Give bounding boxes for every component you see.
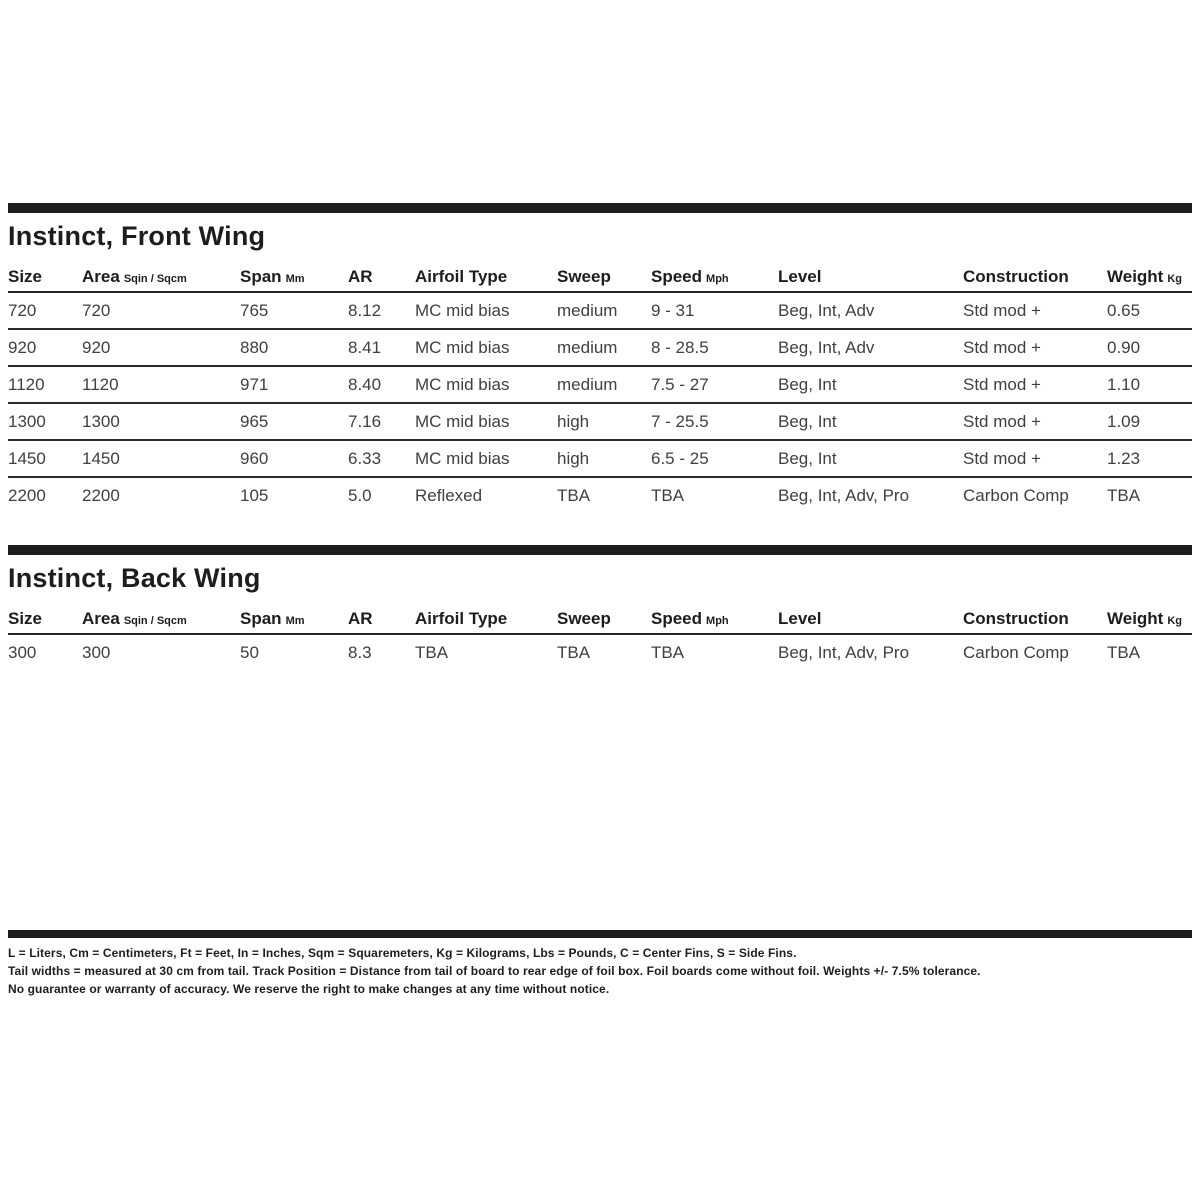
table-cell: Std mod + bbox=[963, 300, 1041, 320]
table-cell: Beg, Int bbox=[778, 374, 837, 394]
column-header-unit: Mph bbox=[706, 615, 729, 627]
column-header-span bbox=[240, 609, 348, 629]
footer-divider-bar bbox=[8, 930, 1192, 938]
column-header-unit: Mm bbox=[285, 273, 305, 285]
table-cell: 7 - 25.5 bbox=[651, 411, 709, 431]
column-header-label: Construction bbox=[963, 609, 1069, 628]
column-header-label: Weight bbox=[1107, 267, 1164, 286]
table-cell: TBA bbox=[415, 643, 449, 662]
front-section-divider-bar bbox=[8, 203, 1192, 213]
table-cell: Beg, Int bbox=[778, 448, 837, 468]
back-wing-table-body bbox=[8, 635, 1192, 671]
table-cell: 1300 bbox=[82, 411, 120, 431]
front-wing-section bbox=[8, 203, 1192, 514]
table-cell: 0.90 bbox=[1107, 337, 1141, 357]
table-cell: 105 bbox=[240, 486, 269, 505]
column-header-sweep bbox=[557, 609, 651, 629]
table-cell: MC mid bias bbox=[415, 374, 510, 394]
column-header-label: Area bbox=[82, 267, 120, 286]
column-header-unit: Kg bbox=[1167, 615, 1183, 627]
column-header-unit: Kg bbox=[1167, 273, 1183, 285]
table-cell: Carbon Comp bbox=[963, 486, 1069, 505]
column-header-label: Span bbox=[240, 609, 282, 628]
table-cell: 880 bbox=[240, 337, 269, 357]
table-cell: MC mid bias bbox=[415, 337, 510, 357]
table-cell: Beg, Int, Adv bbox=[778, 337, 875, 357]
table-row bbox=[8, 367, 1192, 404]
table-cell: Std mod + bbox=[963, 448, 1041, 468]
column-header-label: AR bbox=[348, 609, 373, 628]
table-cell: 720 bbox=[82, 300, 111, 320]
column-header-label: Airfoil Type bbox=[415, 609, 508, 628]
table-cell: 1.10 bbox=[1107, 374, 1141, 394]
column-header-span bbox=[240, 267, 348, 287]
column-header-sweep bbox=[557, 267, 651, 287]
column-header-ar bbox=[348, 267, 415, 287]
back-section-divider-bar bbox=[8, 545, 1192, 555]
footnotes-section bbox=[8, 930, 1192, 998]
table-row bbox=[8, 635, 1192, 671]
column-header-label: Area bbox=[82, 609, 120, 628]
table-cell: 5.0 bbox=[348, 486, 372, 505]
column-header-speed bbox=[651, 609, 778, 629]
table-cell: Std mod + bbox=[963, 374, 1041, 394]
table-cell: 920 bbox=[8, 337, 37, 357]
table-cell: medium bbox=[557, 374, 618, 394]
table-cell: 960 bbox=[240, 448, 269, 468]
table-cell: Beg, Int bbox=[778, 411, 837, 431]
column-header-label: Construction bbox=[963, 267, 1069, 286]
table-cell: TBA bbox=[1107, 486, 1141, 505]
table-cell: 965 bbox=[240, 411, 269, 431]
table-cell: MC mid bias bbox=[415, 411, 510, 431]
table-cell: 8.40 bbox=[348, 374, 382, 394]
column-header-airfoil-type bbox=[415, 267, 557, 287]
table-cell: 300 bbox=[8, 643, 37, 662]
table-cell: Carbon Comp bbox=[963, 643, 1069, 662]
column-header-label: Level bbox=[778, 267, 822, 286]
table-cell: 8 - 28.5 bbox=[651, 337, 709, 357]
front-wing-title: Instinct, Front Wing bbox=[8, 221, 266, 251]
table-cell: 2200 bbox=[82, 486, 120, 505]
table-cell: Std mod + bbox=[963, 411, 1041, 431]
back-wing-title: Instinct, Back Wing bbox=[8, 563, 261, 593]
table-row bbox=[8, 330, 1192, 367]
table-cell: 300 bbox=[82, 643, 111, 662]
column-header-label: Size bbox=[8, 267, 43, 286]
table-cell: 8.41 bbox=[348, 337, 382, 357]
table-cell: 50 bbox=[240, 643, 259, 662]
column-header-label: Sweep bbox=[557, 267, 611, 286]
column-header-label: Airfoil Type bbox=[415, 267, 508, 286]
column-header-level bbox=[778, 267, 963, 287]
column-header-level bbox=[778, 609, 963, 629]
table-cell: 1120 bbox=[82, 374, 119, 394]
table-cell: Reflexed bbox=[415, 486, 483, 505]
table-cell: 1450 bbox=[8, 448, 46, 468]
column-header-unit: Sqin / Sqcm bbox=[123, 273, 187, 285]
table-cell: 1450 bbox=[82, 448, 120, 468]
column-header-label: Size bbox=[8, 609, 43, 628]
column-header-label: AR bbox=[348, 267, 373, 286]
table-cell: 920 bbox=[82, 337, 111, 357]
back-wing-section bbox=[8, 545, 1192, 671]
column-header-unit: Mph bbox=[706, 273, 729, 285]
column-header-unit: Sqin / Sqcm bbox=[123, 615, 187, 627]
column-header-size bbox=[8, 609, 82, 629]
table-cell: 9 - 31 bbox=[651, 300, 695, 320]
table-cell: 971 bbox=[240, 374, 269, 394]
table-cell: 7.16 bbox=[348, 411, 382, 431]
column-header-label: Level bbox=[778, 609, 822, 628]
column-header-construction bbox=[963, 609, 1107, 629]
column-header-size bbox=[8, 267, 82, 287]
table-row bbox=[8, 404, 1192, 441]
table-cell: 7.5 - 27 bbox=[651, 374, 709, 394]
table-cell: TBA bbox=[651, 643, 685, 662]
column-header-speed bbox=[651, 267, 778, 287]
table-cell: 1120 bbox=[8, 374, 45, 394]
column-header-ar bbox=[348, 609, 415, 629]
table-cell: 2200 bbox=[8, 486, 46, 505]
front-wing-table-body bbox=[8, 293, 1192, 514]
table-cell: TBA bbox=[557, 486, 591, 505]
column-header-construction bbox=[963, 267, 1107, 287]
column-header-area bbox=[82, 609, 240, 629]
table-cell: high bbox=[557, 448, 590, 468]
footnote-measurements: Tail widths = measured at 30 cm from tail. Track Position = Distance from tail of board to rear edge of foil box. Foil boards come without foil. Weights +/- 7.5% tolerance. bbox=[8, 964, 981, 978]
table-cell: medium bbox=[557, 300, 618, 320]
table-cell: 6.33 bbox=[348, 448, 382, 468]
table-cell: 0.65 bbox=[1107, 300, 1141, 320]
table-cell: Std mod + bbox=[963, 337, 1041, 357]
back-wing-header-row bbox=[8, 605, 1192, 635]
table-row bbox=[8, 478, 1192, 514]
table-cell: TBA bbox=[651, 486, 685, 505]
column-header-weight bbox=[1107, 609, 1192, 629]
footnote-abbreviations: L = Liters, Cm = Centimeters, Ft = Feet, In = Inches, Sqm = Squaremeters, Kg = Kilograms, Lbs = Pounds, C = Center Fins, S = Side Fins. bbox=[8, 946, 797, 960]
column-header-airfoil-type bbox=[415, 609, 557, 629]
table-cell: Beg, Int, Adv, Pro bbox=[778, 486, 910, 505]
table-cell: MC mid bias bbox=[415, 448, 510, 468]
column-header-label: Span bbox=[240, 267, 282, 286]
table-cell: Beg, Int, Adv, Pro bbox=[778, 643, 910, 662]
front-wing-header-row bbox=[8, 263, 1192, 293]
table-cell: 720 bbox=[8, 300, 37, 320]
column-header-label: Speed bbox=[651, 609, 703, 628]
column-header-label: Speed bbox=[651, 267, 703, 286]
table-cell: high bbox=[557, 411, 590, 431]
footnote-disclaimer: No guarantee or warranty of accuracy. We reserve the right to make changes at any time without notice. bbox=[8, 982, 610, 996]
table-cell: 1.23 bbox=[1107, 448, 1141, 468]
table-row bbox=[8, 293, 1192, 330]
table-cell: TBA bbox=[557, 643, 591, 662]
table-cell: 8.3 bbox=[348, 643, 372, 662]
table-cell: 8.12 bbox=[348, 300, 382, 320]
table-cell: MC mid bias bbox=[415, 300, 510, 320]
table-cell: 1300 bbox=[8, 411, 46, 431]
table-cell: 765 bbox=[240, 300, 269, 320]
table-row bbox=[8, 441, 1192, 478]
column-header-label: Sweep bbox=[557, 609, 611, 628]
table-cell: 6.5 - 25 bbox=[651, 448, 709, 468]
table-cell: medium bbox=[557, 337, 618, 357]
column-header-unit: Mm bbox=[285, 615, 305, 627]
table-cell: 1.09 bbox=[1107, 411, 1141, 431]
table-cell: TBA bbox=[1107, 643, 1141, 662]
column-header-weight bbox=[1107, 267, 1192, 287]
table-cell: Beg, Int, Adv bbox=[778, 300, 875, 320]
column-header-area bbox=[82, 267, 240, 287]
column-header-label: Weight bbox=[1107, 609, 1164, 628]
